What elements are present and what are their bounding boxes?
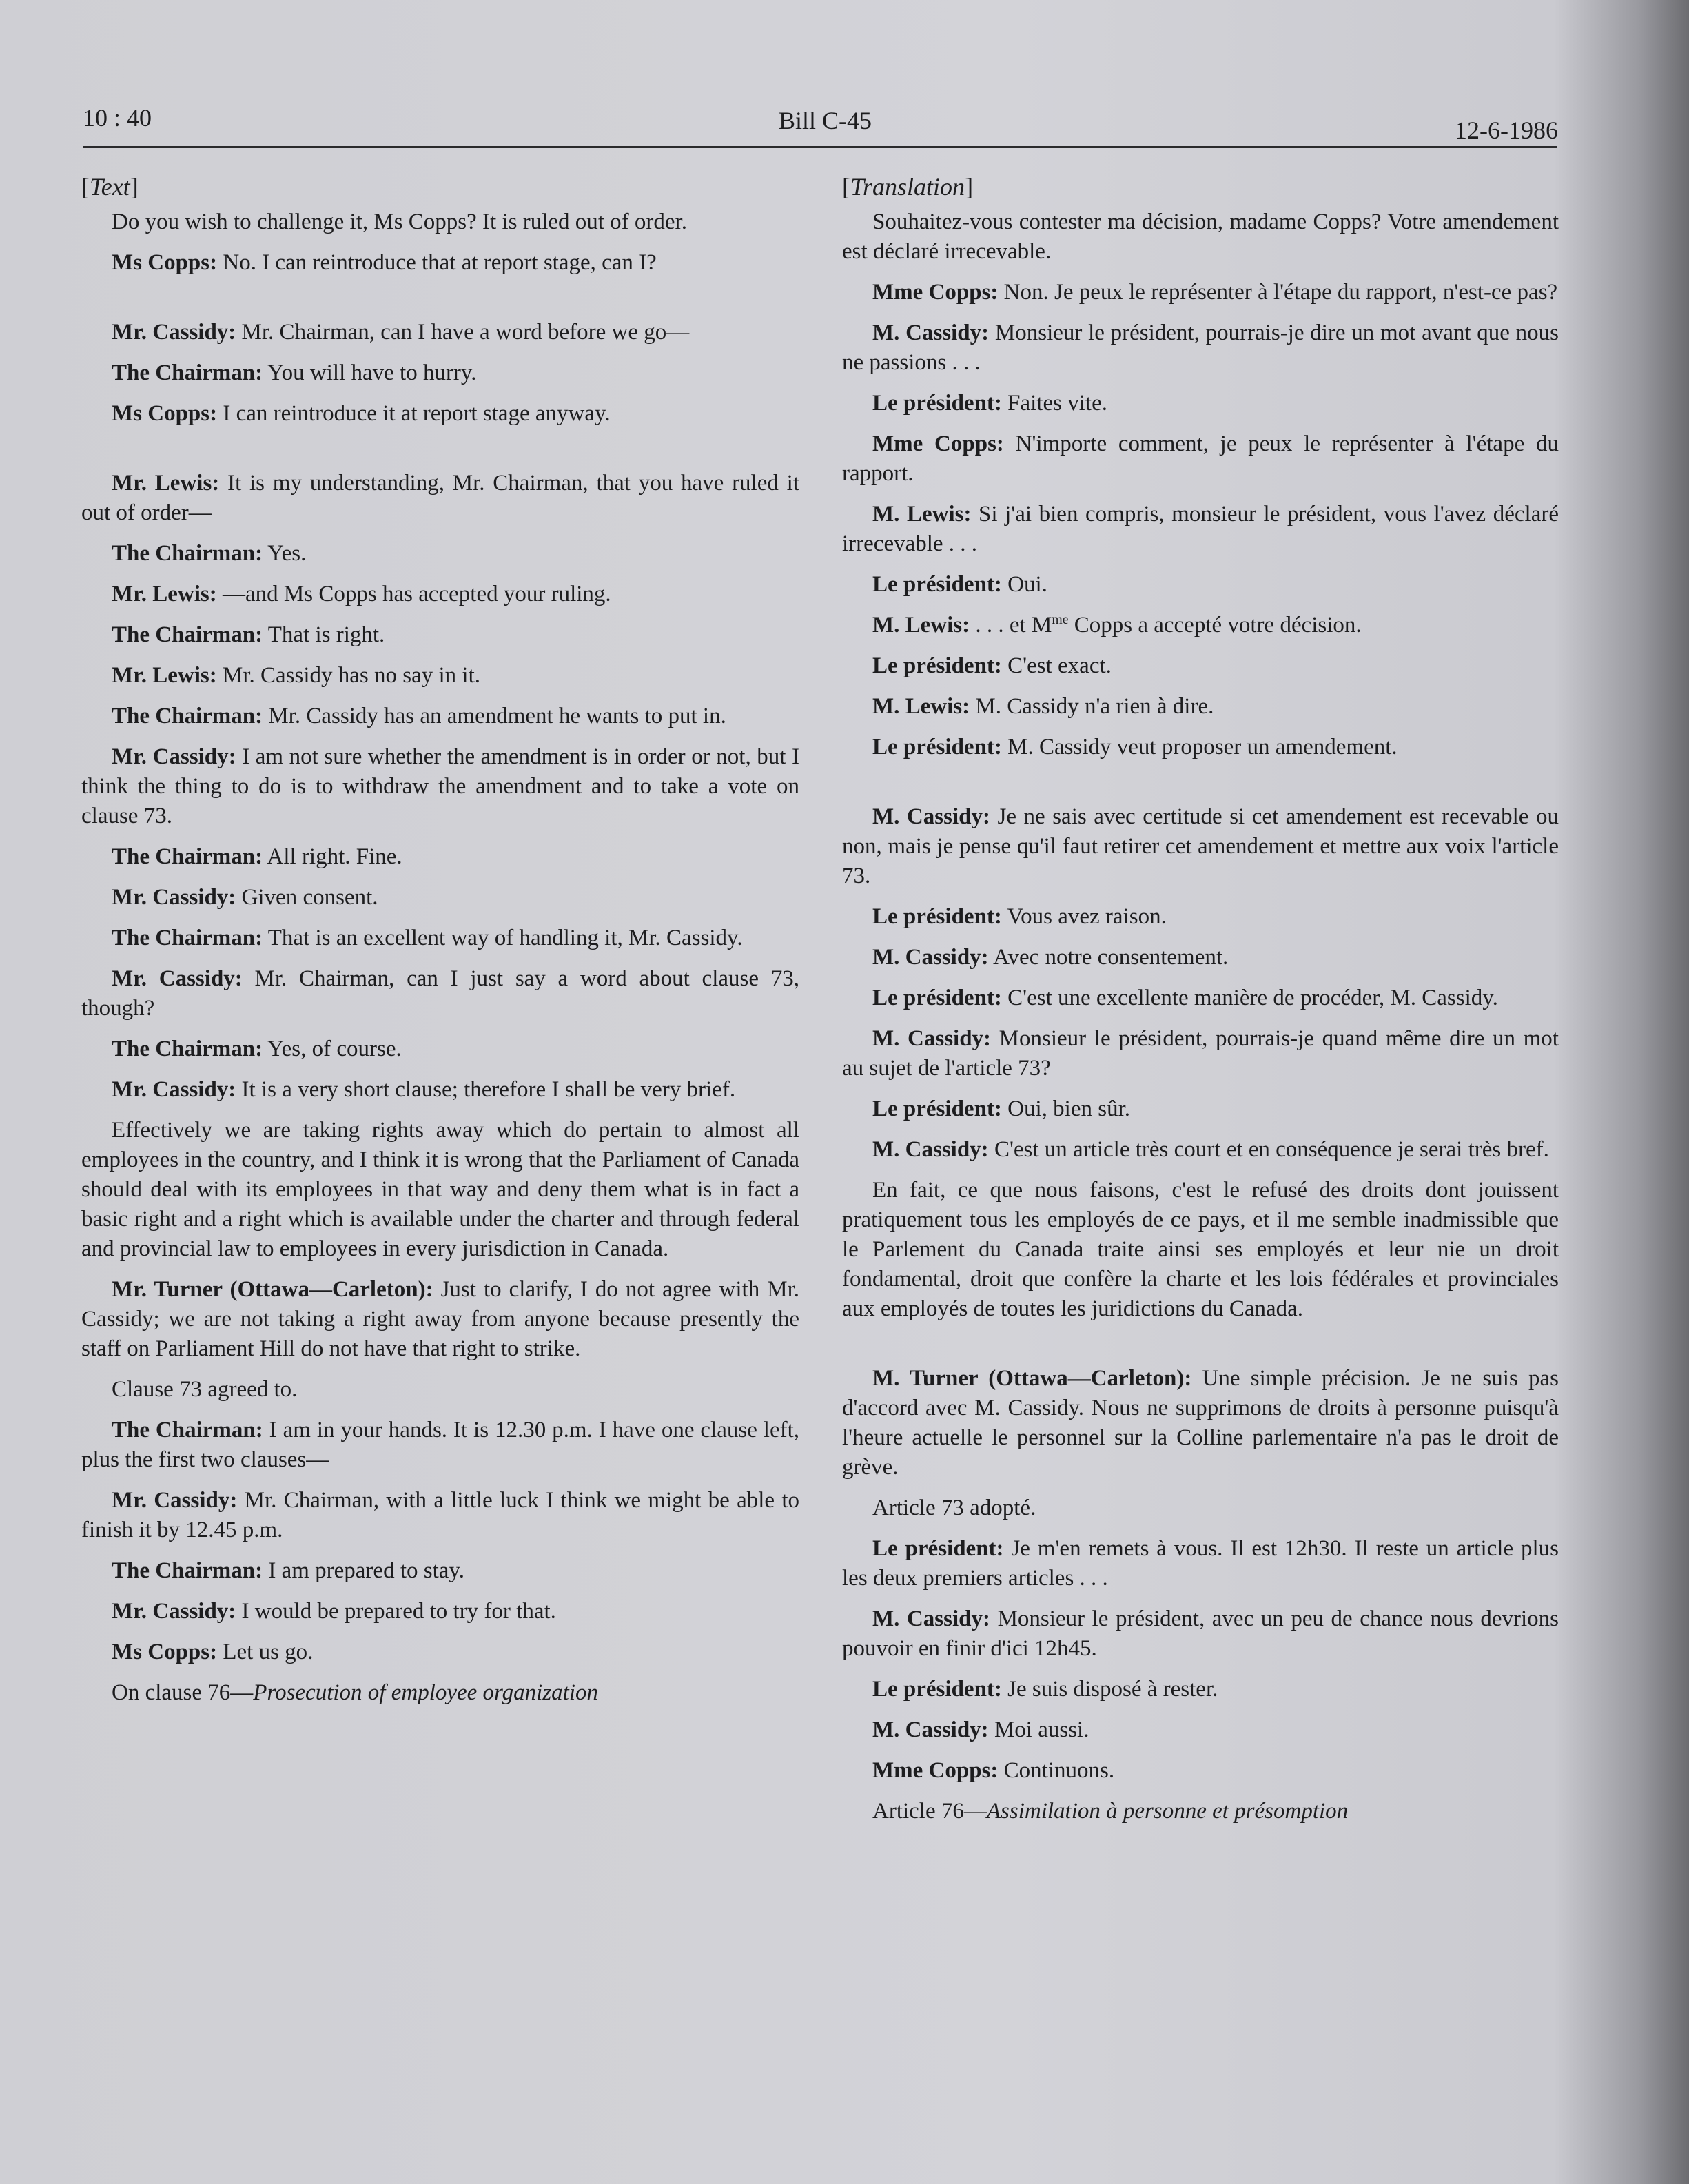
speaker-name: M. Cassidy: — [872, 1717, 989, 1742]
speaker-paragraph — [81, 1275, 799, 1364]
speaker-name: Le président: — [872, 653, 1002, 678]
speech-text: I am in your hands. It is 12.30 p.m. I have one clause left, plus the first two clauses— — [81, 1418, 799, 1472]
speaker-paragraph — [81, 883, 799, 912]
speaker-paragraph — [842, 1094, 1559, 1124]
speaker-name: Ms Copps: — [112, 401, 218, 426]
speaker-paragraph — [842, 1534, 1559, 1593]
speaker-name: M. Cassidy: — [872, 1026, 992, 1051]
speaker-name: The Chairman: — [112, 1558, 263, 1583]
speech-text: En fait, ce que nous faisons, c'est le refusé des droits dont jouissent pratiquement tous les employés de ce pays, et il me semble inadmissible que le Parlement du Canada traite ainsi ses employés et leur nie un droit fondamental, droit que confère la charte et les lois fédérales et provinciales aux employés de toutes les juridictions du Canada. — [842, 1178, 1559, 1321]
speaker-name: Le président: — [872, 1536, 1004, 1561]
language-label: [Text] — [81, 173, 139, 201]
speech-text: It is my understanding, Mr. Chairman, that you have ruled it out of order— — [81, 471, 799, 525]
clause-number: On clause 76— — [112, 1680, 254, 1705]
speaker-paragraph — [842, 651, 1559, 681]
page-reference: 10 : 40 — [83, 104, 152, 132]
speech-text: —and Ms Copps has accepted your ruling. — [216, 582, 611, 606]
speaker-paragraph — [81, 469, 799, 528]
english-column — [81, 172, 799, 1719]
speaker-paragraph — [81, 1486, 799, 1545]
speaker-name: Ms Copps: — [112, 250, 218, 275]
speech-text: Vous avez raison. — [1001, 904, 1167, 929]
speaker-name: The Chairman: — [112, 1037, 263, 1061]
paragraph-gap — [81, 440, 799, 469]
speech-text: Moi aussi. — [988, 1717, 1089, 1742]
speaker-paragraph — [81, 620, 799, 650]
speaker-paragraph — [842, 1756, 1559, 1786]
speech-text: I am prepared to stay. — [263, 1558, 465, 1583]
speaker-name: The Chairman: — [112, 541, 263, 566]
speaker-paragraph — [842, 983, 1559, 1013]
language-label-text: Translation — [850, 173, 965, 201]
header-rule — [83, 146, 1557, 148]
speaker-name: Mr. Cassidy: — [112, 744, 236, 769]
speech-text: Effectively we are taking rights away which do pertain to almost all employees in the country, and I think it is wrong that the Parliament of Canada should deal with its employees in that way and deny them what is in fact a basic right and a right which is available under the charter and through federal and provincial law to employees in every jurisdiction in Canada. — [81, 1118, 799, 1261]
speech-text: Article 73 adopté. — [872, 1496, 1036, 1520]
clause-heading — [842, 1797, 1559, 1826]
speech-text: You will have to hurry. — [263, 360, 477, 385]
speech-text: I can reintroduce it at report stage anyway. — [217, 401, 611, 426]
speaker-name: M. Lewis: — [872, 613, 970, 637]
speaker-name: M. Cassidy: — [872, 320, 990, 345]
speaker-paragraph — [842, 733, 1559, 762]
text-paragraph — [842, 207, 1559, 267]
speaker-paragraph — [842, 1364, 1559, 1482]
speaker-paragraph — [842, 500, 1559, 559]
speaker-name: Mme Copps: — [872, 280, 999, 305]
speech-text: Oui. — [1001, 572, 1047, 597]
speech-text: Yes. — [263, 541, 307, 566]
speech-text: C'est une excellente manière de procéder, M. Cassidy. — [1001, 986, 1498, 1010]
clause-number: Article 76— — [872, 1799, 987, 1824]
speaker-paragraph — [81, 248, 799, 278]
speech-text: Souhaitez-vous contester ma décision, madame Copps? Votre amendement est déclaré irrecevable. — [842, 210, 1559, 264]
speaker-paragraph — [81, 661, 799, 691]
speaker-name: Le président: — [872, 986, 1002, 1010]
speaker-paragraph — [842, 692, 1559, 722]
speech-text: Je suis disposé à rester. — [1001, 1677, 1218, 1702]
speech-text: No. I can reintroduce that at report stage, can I? — [217, 250, 657, 275]
speaker-name: Mr. Cassidy: — [112, 320, 236, 345]
speaker-paragraph — [842, 611, 1559, 640]
speaker-paragraph — [842, 570, 1559, 600]
text-paragraph — [81, 207, 799, 237]
speech-text: N'importe comment, je peux le représenter à l'étape du rapport. — [842, 431, 1559, 486]
speaker-name: Mr. Cassidy: — [112, 1599, 236, 1624]
speaker-paragraph — [81, 702, 799, 731]
speaker-paragraph — [842, 318, 1559, 378]
speech-text: Une simple précision. Je ne suis pas d'accord avec M. Cassidy. Nous ne supprimons de droits à personne puisqu'à l'heure actuelle le personnel sur la Colline parlementaire n'a pas le droit de grève. — [842, 1366, 1559, 1480]
speaker-name: The Chairman: — [112, 844, 263, 869]
speech-text: M. Cassidy n'a rien à dire. — [970, 694, 1214, 719]
speaker-paragraph — [81, 1075, 799, 1105]
speech-text: That is an excellent way of handling it, Mr. Cassidy. — [263, 926, 743, 950]
superscript: me — [1052, 612, 1069, 627]
speaker-name: Le président: — [872, 1677, 1002, 1702]
speaker-name: Ms Copps: — [112, 1640, 218, 1664]
speaker-name: Mr. Cassidy: — [112, 966, 243, 991]
speaker-paragraph — [842, 278, 1559, 307]
speaker-name: The Chairman: — [112, 1418, 263, 1442]
speaker-name: The Chairman: — [112, 622, 263, 647]
speech-text: Mr. Chairman, can I have a word before we go— — [236, 320, 690, 345]
speech-text: M. Cassidy veut proposer un amendement. — [1001, 735, 1398, 759]
speaker-paragraph — [81, 742, 799, 831]
speaker-paragraph — [81, 399, 799, 429]
speaker-paragraph — [81, 923, 799, 953]
bill-title: Bill C-45 — [779, 107, 872, 134]
speaker-name: M. Lewis: — [872, 694, 970, 719]
language-label-text: Text — [90, 173, 130, 201]
speech-text: Faites vite. — [1001, 391, 1107, 416]
paragraph-gap — [842, 1335, 1559, 1364]
running-header — [83, 103, 1558, 152]
speaker-paragraph — [81, 1034, 799, 1064]
speech-text: I am not sure whether the amendment is in order or not, but I think the thing to do is to withdraw the amendment and to take a vote on clause 73. — [81, 744, 799, 828]
speech-text: Yes, of course. — [263, 1037, 402, 1061]
speech-text: Clause 73 agreed to. — [112, 1377, 298, 1402]
speaker-paragraph — [842, 1675, 1559, 1704]
speaker-name: Le président: — [872, 391, 1002, 416]
speaker-paragraph — [842, 1715, 1559, 1745]
speech-text: Given consent. — [236, 885, 378, 910]
speech-text: Oui, bien sûr. — [1001, 1096, 1130, 1121]
speaker-paragraph — [842, 1135, 1559, 1165]
clause-heading — [81, 1678, 799, 1708]
speaker-name: Mme Copps: — [872, 431, 1004, 456]
speaker-name: M. Cassidy: — [872, 945, 989, 970]
language-label: [Translation] — [842, 173, 974, 201]
speaker-name: Mr. Lewis: — [112, 582, 217, 606]
speaker-paragraph — [81, 318, 799, 347]
speaker-name: Le président: — [872, 1096, 1002, 1121]
speech-text: Avec notre consentement. — [988, 945, 1229, 970]
speaker-name: Le président: — [872, 735, 1002, 759]
speaker-paragraph — [81, 842, 799, 872]
text-paragraph — [81, 1375, 799, 1405]
speech-text: Continuons. — [998, 1758, 1115, 1783]
paragraph-gap — [81, 289, 799, 318]
speech-text: Mr. Chairman, can I just say a word about clause 73, though? — [81, 966, 799, 1021]
speech-text: All right. Fine. — [263, 844, 402, 869]
speaker-paragraph — [81, 358, 799, 388]
speech-text: Mr. Cassidy has no say in it. — [216, 663, 481, 688]
speaker-name: Le président: — [872, 572, 1002, 597]
speaker-name: Mme Copps: — [872, 1758, 999, 1783]
paragraph-gap — [842, 773, 1559, 802]
speaker-name: Mr. Cassidy: — [112, 1077, 236, 1102]
speech-text: Monsieur le président, pourrais-je dire un mot avant que nous ne passions . . . — [842, 320, 1559, 375]
speaker-paragraph — [81, 1637, 799, 1667]
speech-text: Je ne sais avec certitude si cet amendement est recevable ou non, mais je pense qu'il faut retirer cet amendement et mettre aux voix l'article 73. — [842, 804, 1559, 888]
speaker-name: The Chairman: — [112, 704, 263, 728]
text-paragraph — [842, 1493, 1559, 1523]
speaker-paragraph — [81, 1416, 799, 1475]
speaker-name: M. Cassidy: — [872, 1137, 989, 1162]
speaker-paragraph — [81, 1597, 799, 1626]
sitting-date: 12-6-1986 — [1455, 116, 1558, 144]
clause-title: Prosecution of employee organization — [253, 1680, 599, 1705]
speaker-name: M. Cassidy: — [872, 1606, 990, 1631]
speaker-name: M. Turner (Ottawa—Carleton): — [872, 1366, 1192, 1391]
speaker-name: Mr. Lewis: — [112, 471, 220, 496]
speech-text-tail: Copps a accepté votre décision. — [1068, 613, 1362, 637]
speaker-name: Mr. Lewis: — [112, 663, 217, 688]
speaker-paragraph — [81, 964, 799, 1023]
speaker-paragraph — [81, 1556, 799, 1586]
speech-text: Let us go. — [217, 1640, 314, 1664]
speech-text: C'est exact. — [1001, 653, 1112, 678]
speech-text: That is right. — [263, 622, 385, 647]
speech-text: Monsieur le président, avec un peu de chance nous devrions pouvoir en finir d'ici 12h45. — [842, 1606, 1559, 1661]
french-column — [842, 172, 1559, 1837]
speech-text: Mr. Chairman, with a little luck I think we might be able to finish it by 12.45 p.m. — [81, 1488, 799, 1542]
speaker-paragraph — [842, 943, 1559, 972]
text-paragraph — [81, 1116, 799, 1264]
speech-text: Non. Je peux le représenter à l'étape du rapport, n'est-ce pas? — [998, 280, 1558, 305]
text-paragraph — [842, 1176, 1559, 1324]
speech-text: It is a very short clause; therefore I shall be very brief. — [236, 1077, 736, 1102]
speaker-paragraph — [81, 539, 799, 569]
speaker-paragraph — [842, 429, 1559, 489]
speaker-paragraph — [842, 389, 1559, 418]
speaker-name: Mr. Cassidy: — [112, 885, 236, 910]
speech-text: Si j'ai bien compris, monsieur le président, vous l'avez déclaré irrecevable . . . — [842, 502, 1559, 556]
speaker-name: Mr. Turner (Ottawa—Carleton): — [112, 1277, 433, 1302]
speaker-paragraph — [842, 1024, 1559, 1083]
speech-text: C'est un article très court et en conséquence je serai très bref. — [988, 1137, 1549, 1162]
speaker-name: The Chairman: — [112, 926, 263, 950]
speech-text: Je m'en remets à vous. Il est 12h30. Il reste un article plus les deux premiers articles . . . — [842, 1536, 1559, 1591]
speech-text: Mr. Cassidy has an amendment he wants to put in. — [263, 704, 726, 728]
speaker-name: M. Lewis: — [872, 502, 972, 527]
speaker-paragraph — [842, 902, 1559, 932]
speaker-name: Le président: — [872, 904, 1002, 929]
clause-title: Assimilation à personne et présomption — [986, 1799, 1349, 1824]
speech-text: Monsieur le président, pourrais-je quand même dire un mot au sujet de l'article 73? — [842, 1026, 1559, 1081]
speech-text: . . . et M — [970, 613, 1052, 637]
speaker-name: Mr. Cassidy: — [112, 1488, 238, 1513]
speaker-name: The Chairman: — [112, 360, 263, 385]
speech-text: Do you wish to challenge it, Ms Copps? It is ruled out of order. — [112, 210, 687, 234]
speech-text: Just to clarify, I do not agree with Mr. Cassidy; we are not taking a right away from anyone because presently the staff on Parliament Hill do not have that right to strike. — [81, 1277, 799, 1361]
speaker-paragraph — [842, 802, 1559, 891]
speaker-paragraph — [81, 580, 799, 609]
speaker-name: M. Cassidy: — [872, 804, 990, 829]
speaker-paragraph — [842, 1604, 1559, 1664]
speech-text: I would be prepared to try for that. — [236, 1599, 556, 1624]
